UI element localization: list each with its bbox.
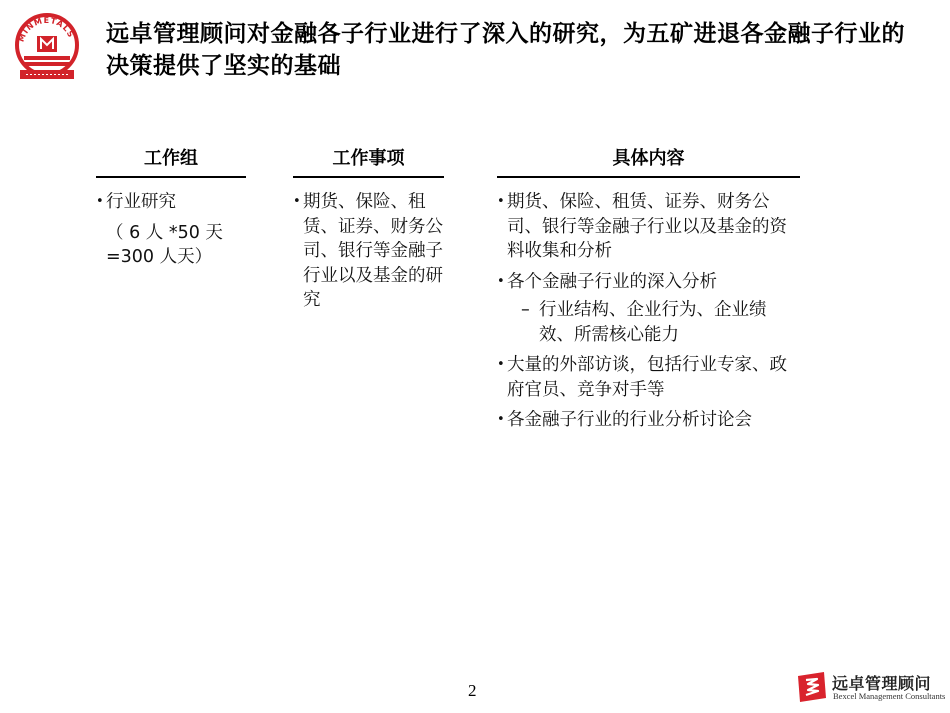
sub-list-item [507, 298, 800, 347]
sub-list [507, 298, 800, 347]
work-items-list [293, 190, 444, 313]
column-work-items [293, 144, 444, 319]
sub-list-item-text: 行业结构、企业行为、企业绩效、所需核心能力 [539, 300, 767, 345]
footer-logo [796, 670, 946, 704]
list-item-text: 期货、保险、租赁、证券、财务公司、银行等金融子行业以及基金的研究 [303, 192, 443, 310]
svg-text:MINMETALS: MINMETALS [16, 15, 76, 44]
page-title: 远卓管理顾问对金融各子行业进行了深入的研究，为五矿进退各金融子行业的决策提供了坚实的基础 [106, 21, 905, 79]
footer-company-name-en: Bexcel Management Consultants [833, 691, 946, 701]
company-logo [12, 12, 82, 82]
bexcel-logo-icon [796, 672, 828, 702]
footer-company-name-cn: 远卓管理顾问 [832, 674, 932, 693]
page-number: 2 [468, 681, 477, 700]
list-item-text: 行业研究 [106, 192, 176, 212]
specific-content-list [497, 190, 800, 433]
column-heading-work-group: 工作组 [96, 144, 246, 178]
list-item [96, 190, 246, 215]
column-specific-content [497, 144, 800, 439]
list-item [497, 190, 800, 264]
list-item [497, 353, 800, 402]
list-item [497, 270, 800, 348]
list-item [293, 190, 444, 313]
list-item [497, 408, 800, 433]
work-group-effort-note: （ 6 人 *50 天 =300 人天） [106, 222, 223, 267]
column-heading-work-items: 工作事项 [293, 144, 444, 178]
column-heading-specific-content: 具体内容 [497, 144, 800, 178]
column-work-group [96, 144, 246, 270]
work-group-list [96, 190, 246, 215]
minmetals-logo-icon [12, 12, 82, 82]
list-item-text: 各金融子行业的行业分析讨论会 [507, 410, 752, 430]
list-item-text: 大量的外部访谈，包括行业专家、政府官员、竞争对手等 [507, 355, 787, 400]
list-item-text: 期货、保险、租赁、证券、财务公司、银行等金融子行业以及基金的资料收集和分析 [507, 192, 787, 261]
list-item-text: 各个金融子行业的深入分析 [507, 271, 717, 292]
dash-bullet-icon: – [521, 300, 530, 320]
